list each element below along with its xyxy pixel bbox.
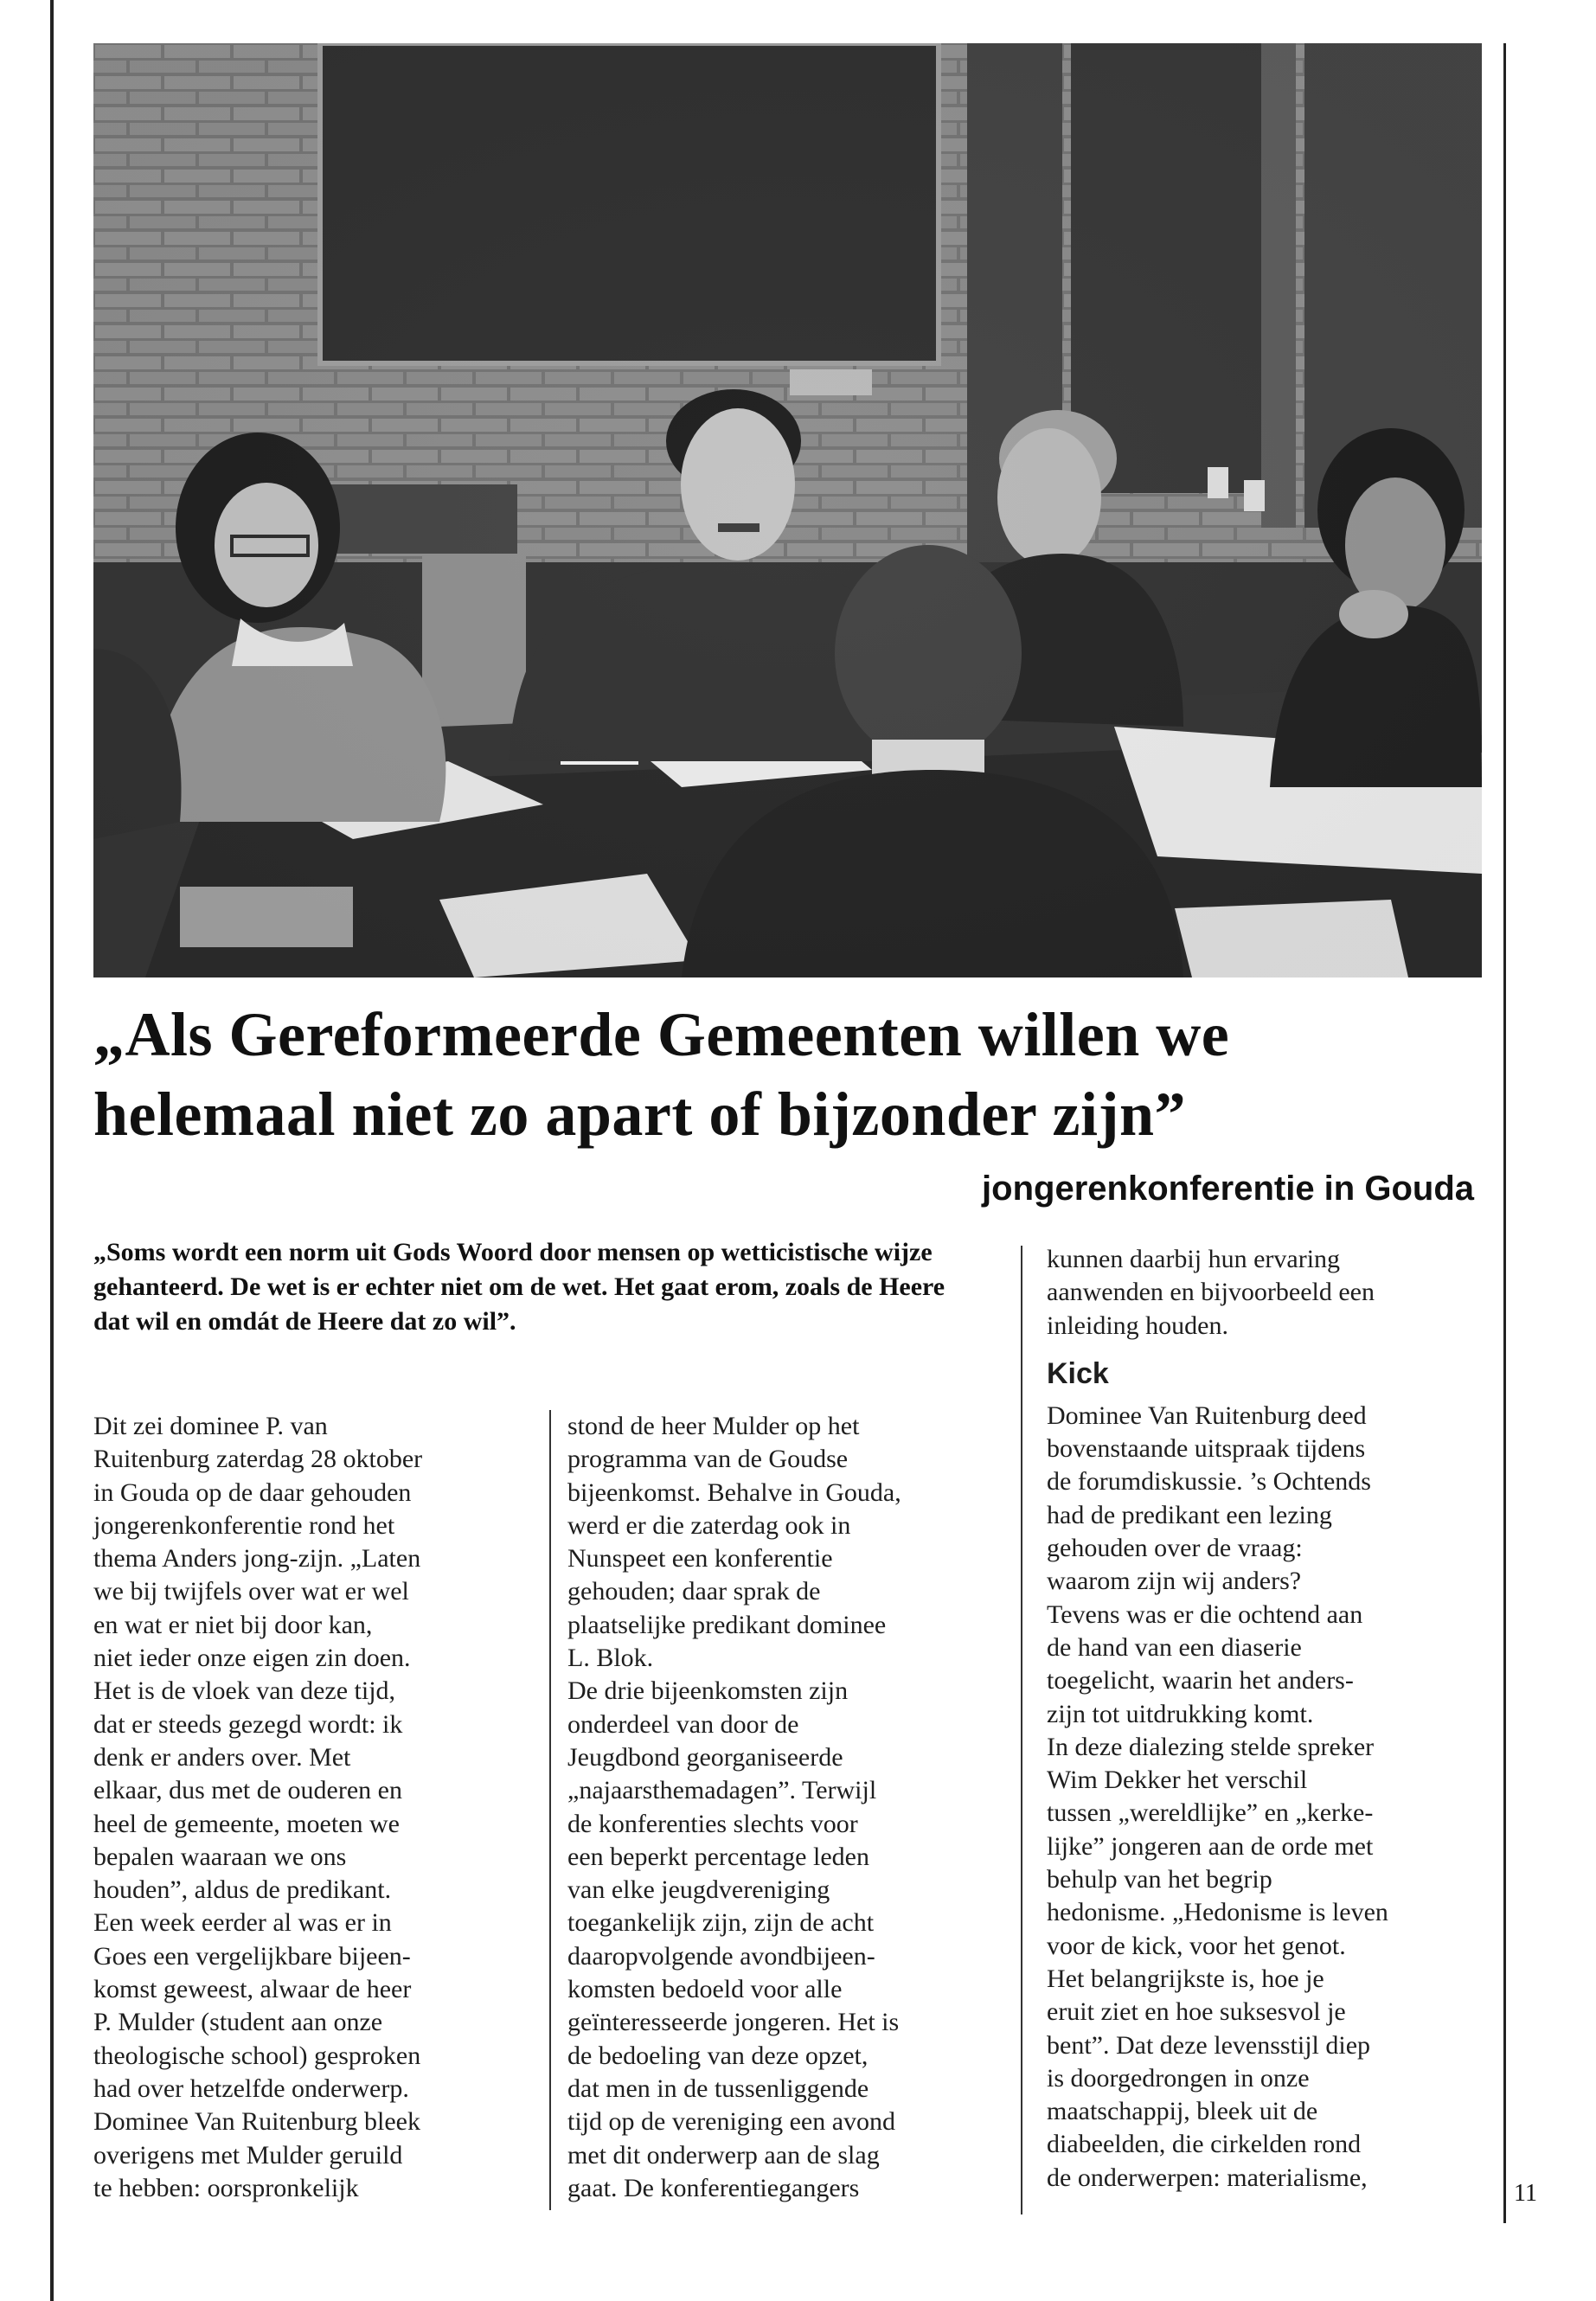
headline-line-1: „Als Gereformeerde Gemeenten willen we [93,1000,1230,1069]
column-divider-left [549,1410,551,2210]
page-left-rule [50,0,54,2301]
article-column-3 [1047,1243,1497,2195]
column-1-text: Dit zei dominee P. van Ruitenburg zaterdag 28 oktober in Gouda op de daar gehouden jongerenkonferentie rond het thema Anders jong-zijn. „Laten we bij twijfels over wat er wel en wat er niet bij door kan, niet ieder onze eigen zin doen. Het is de vloek van deze tijd, dat er steeds gezegd wordt: ik denk er anders over. Met elkaar, dus met de ouderen en heel de gemeente, moeten we bepalen waaraan we ons houden”, aldus de predikant. Een week eerder al was er in Goes een vergelijkbare bijeen- komst geweest, alwaar de heer P. Mulder (student aan onze theologische school) gesproken had over hetzelfde onderwerp. Dominee Van Ruitenburg bleek overigens met Mulder geruild te hebben: oorspronkelijk [93,1412,423,2202]
headline-line-2: helemaal niet zo apart of bijzonder zijn” [93,1080,1186,1149]
column-3-body-text: Dominee Van Ruitenburg deed bovenstaande uitspraak tijdens de forumdiskussie. ’s Ochtends had de predikant een lezing gehouden over de vraag: waarom zijn wij anders? Tevens was er die ochtend aan de hand van een diaserie toegelicht, waarin het anders- zijn tot uitdrukking komt. In deze dialezing stelde spreker Wim Dekker het verschil tussen „wereldlijke” en „kerke- lijke” jongeren aan de orde met behulp van het begrip hedonisme. „Hedonisme is leven voor de kick, voor het genot. Het belangrijkste is, hoe je eruit ziet en hoe suksesvol je bent”. Dat deze levensstijl diep is doorgedrongen in onze maatschappij, bleek uit de diabeelden, die cirkelden rond de onderwerpen: materialisme, [1047,1400,1388,2192]
page-number: 11 [1514,2180,1537,2207]
column-2-text: stond de heer Mulder op het programma van de Goudse bijeenkomst. Behalve in Gouda, werd er die zaterdag ook in Nunspeet een konferentie gehouden; daar sprak de plaatselijke predikant dominee L. Blok. De drie bijeenkomsten zijn onderdeel van door de Jeugdbond georganiseerde „najaarsthemadagen”. Terwijl de konferenties slechts voor een beperkt percentage leden van elke jeugdvereniging toegankelijk zijn, zijn de acht daaropvolgende avondbijeen- komsten bedoeld voor alle geïnteresseerde jongeren. Het is de bedoeling van deze opzet, dat men in de tussenliggende tijd op de vereniging een avond met dit onderwerp aan de slag gaat. De konferentiegangers [567,1412,901,2202]
column-3-top-text: kunnen daarbij hun ervaring aanwenden en bijvoorbeeld een inleiding houden. [1047,1245,1375,1340]
conference-photo [93,43,1482,977]
section-subheading: Kick [1047,1356,1109,1390]
article-intro-quote: „Soms wordt een norm uit Gods Woord door mensen op wetticistische wijze gehanteerd. De wet is er echter niet om de wet. Het gaat erom, zoals de Heere dat wil en omdát de Heere dat zo wil”. [93,1238,945,1336]
article-headline [93,995,1482,1154]
article-column-1 [93,1410,543,2205]
article-subtitle: jongerenkonferentie in Gouda [982,1170,1474,1208]
article-column-2 [567,1410,1017,2205]
page-left-margin [0,0,50,2301]
page-right-margin [1506,0,1596,2301]
column-divider-right [1021,1246,1022,2214]
